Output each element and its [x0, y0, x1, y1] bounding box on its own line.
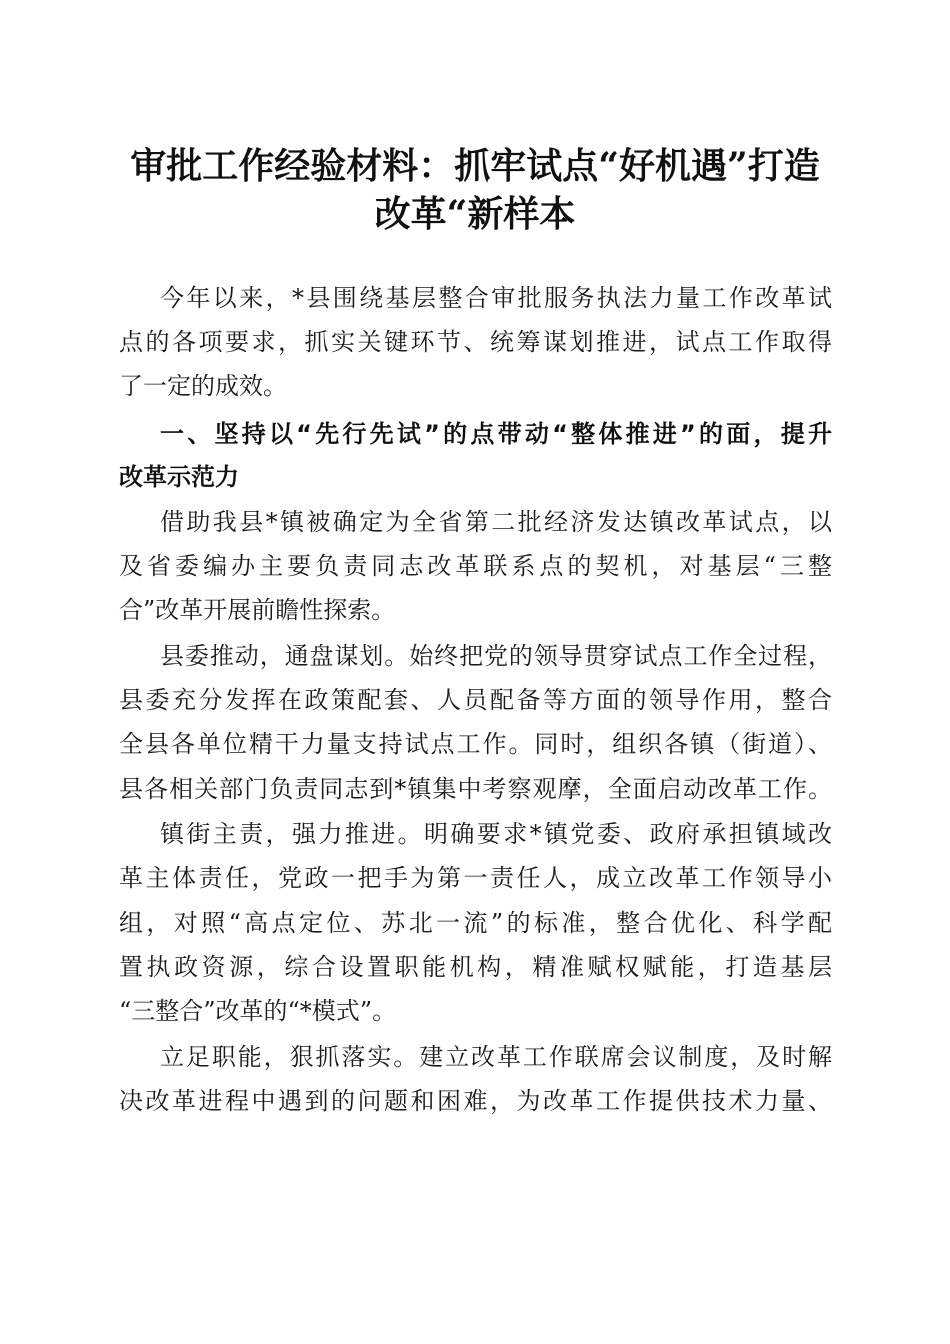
section-heading-line: 一、坚持以“先行先试”的点带动“整体推进”的面，提升 — [160, 420, 832, 448]
document-title-line-2: 改革“新样本 — [374, 193, 576, 235]
paragraph-line: 合”改革开展前瞻性探索。 — [119, 596, 396, 624]
paragraph-line: 了一定的成效。 — [119, 372, 287, 400]
paragraph-line: 镇街主责，强力推进。明确要求*镇党委、政府承担镇域改 — [160, 820, 832, 848]
paragraph-line: 县委充分发挥在政策配套、人员配备等方面的领导作用，整合 — [119, 686, 832, 714]
paragraph-line: 决改革进程中遇到的问题和困难，为改革工作提供技术力量、 — [119, 1087, 832, 1115]
paragraph-line: 今年以来，*县围绕基层整合审批服务执法力量工作改革试 — [160, 284, 832, 312]
paragraph-line: 置执政资源，综合设置职能机构，精准赋权赋能，打造基层 — [119, 953, 832, 981]
document-title-line-1: 审批工作经验材料：抓牢试点“好机遇”打造 — [130, 145, 820, 187]
paragraph-line: 借助我县*镇被确定为全省第二批经济发达镇改革试点，以 — [160, 508, 832, 536]
paragraph-line: 点的各项要求，抓实关键环节、统筹谋划推进，试点工作取得 — [119, 328, 832, 356]
paragraph-line: 县委推动，通盘谋划。始终把党的领导贯穿试点工作全过程， — [160, 642, 832, 670]
paragraph-line: 革主体责任，党政一把手为第一责任人，成立改革工作领导小 — [119, 864, 832, 892]
paragraph-line: 立足职能，狠抓落实。建立改革工作联席会议制度，及时解 — [160, 1043, 832, 1071]
paragraph-line: 县各相关部门负责同志到*镇集中考察观摩，全面启动改革工作。 — [119, 775, 832, 803]
section-heading-line: 改革示范力 — [119, 463, 239, 491]
paragraph-line: 全县各单位精干力量支持试点工作。同时，组织各镇（街道）、 — [119, 730, 832, 758]
paragraph-line: “三整合”改革的“*模式”。 — [119, 997, 397, 1025]
paragraph-line: 组，对照“高点定位、苏北一流”的标准，整合优化、科学配 — [119, 909, 832, 937]
paragraph-line: 及省委编办主要负责同志改革联系点的契机，对基层“三整 — [119, 552, 832, 580]
